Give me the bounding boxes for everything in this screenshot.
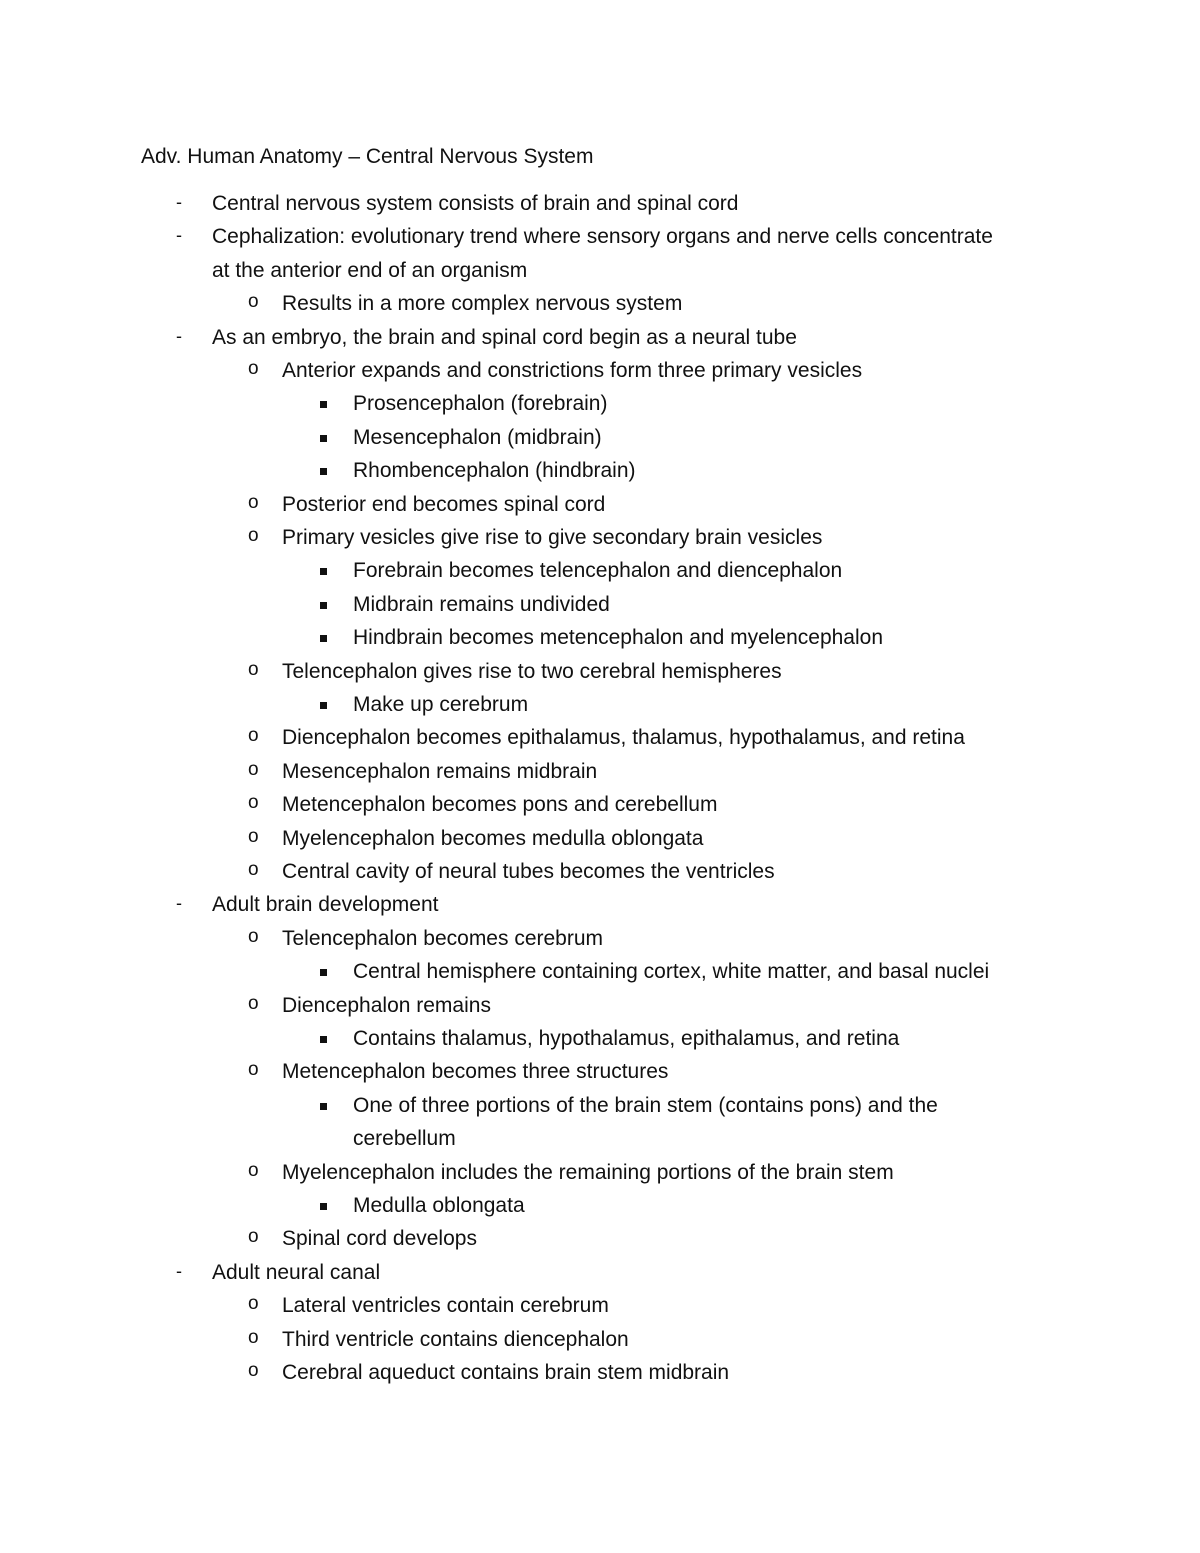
square-bullet-icon <box>320 602 327 609</box>
square-bullet-icon <box>320 635 327 642</box>
outline-item-level-2: Central cavity of neural tubes becomes the ventricles <box>282 860 775 883</box>
outline-item-continuation: cerebellum <box>353 1127 456 1151</box>
circle-bullet-icon: o <box>248 758 259 780</box>
circle-bullet-icon: o <box>248 658 259 680</box>
outline-item-level-1: Adult brain development <box>212 893 439 917</box>
outline-item-level-1: Adult neural canal <box>212 1260 381 1284</box>
circle-bullet-icon: o <box>248 358 259 379</box>
outline-item-level-2: Anterior expands and constrictions form three primary vesicles <box>282 359 863 382</box>
outline-item-level-2: Diencephalon remains <box>282 993 491 1017</box>
dash-bullet-icon: - <box>176 1260 182 1281</box>
outline-item-level-2: Lateral ventricles contain cerebrum <box>282 1294 609 1318</box>
circle-bullet-icon: o <box>248 1226 259 1248</box>
outline-item-level-3: Hindbrain becomes metencephalon and myelencephalon <box>353 626 884 650</box>
circle-bullet-icon: o <box>248 1293 259 1315</box>
square-bullet-icon <box>320 435 327 442</box>
outline-item-level-3: Mesencephalon (midbrain) <box>353 425 602 449</box>
outline-item-level-2: Cerebral aqueduct contains brain stem midbrain <box>282 1361 730 1384</box>
outline-item-level-2: Myelencephalon becomes medulla oblongata <box>282 826 704 850</box>
circle-bullet-icon: o <box>248 1159 259 1181</box>
outline-item-level-3: Contains thalamus, hypothalamus, epithalamus, and retina <box>353 1027 900 1050</box>
circle-bullet-icon: o <box>248 1360 259 1381</box>
outline-item-level-2: Metencephalon becomes three structures <box>282 1060 669 1084</box>
outline-item-level-2: Diencephalon becomes epithalamus, thalamus, hypothalamus, and retina <box>282 726 965 750</box>
square-bullet-icon <box>320 1203 327 1210</box>
circle-bullet-icon: o <box>248 859 259 880</box>
circle-bullet-icon: o <box>248 491 259 513</box>
outline-item-level-3: Central hemisphere containing cortex, white matter, and basal nuclei <box>353 960 990 984</box>
outline-item-continuation: at the anterior end of an organism <box>212 258 528 282</box>
circle-bullet-icon: o <box>248 1326 259 1348</box>
outline-item-level-2: Third ventricle contains diencephalon <box>282 1327 629 1351</box>
dash-bullet-icon: - <box>176 325 182 346</box>
circle-bullet-icon: o <box>248 792 259 814</box>
outline-item-level-2: Telencephalon becomes cerebrum <box>282 926 604 950</box>
outline-item-level-2: Posterior end becomes spinal cord <box>282 492 606 516</box>
outline-item-level-1: Central nervous system consists of brain and spinal cord <box>212 192 739 215</box>
circle-bullet-icon: o <box>248 725 259 747</box>
outline-item-level-3: Medulla oblongata <box>353 1194 525 1217</box>
outline-item-level-2: Myelencephalon includes the remaining portions of the brain stem <box>282 1160 894 1184</box>
outline-item-level-3: Prosencephalon (forebrain) <box>353 392 608 416</box>
outline-item-level-3: One of three portions of the brain stem (contains pons) and the <box>353 1093 938 1117</box>
outline-item-level-3: Midbrain remains undivided <box>353 592 610 616</box>
square-bullet-icon <box>320 568 327 575</box>
outline-item-level-2: Results in a more complex nervous system <box>282 292 683 316</box>
square-bullet-icon <box>320 468 327 475</box>
outline-item-level-1: Cephalization: evolutionary trend where sensory organs and nerve cells concentrate <box>212 225 993 249</box>
square-bullet-icon <box>320 1036 327 1043</box>
outline-item-level-2: Telencephalon gives rise to two cerebral hemispheres <box>282 659 782 683</box>
outline-item-level-1: As an embryo, the brain and spinal cord begin as a neural tube <box>212 325 797 349</box>
outline-item-level-3: Forebrain becomes telencephalon and diencephalon <box>353 559 843 583</box>
square-bullet-icon <box>320 969 327 976</box>
circle-bullet-icon: o <box>248 825 259 847</box>
square-bullet-icon <box>320 702 327 709</box>
outline-item-level-2: Metencephalon becomes pons and cerebellum <box>282 793 718 817</box>
outline-item-level-2: Mesencephalon remains midbrain <box>282 759 598 783</box>
circle-bullet-icon: o <box>248 291 259 313</box>
circle-bullet-icon: o <box>248 1059 259 1081</box>
circle-bullet-icon: o <box>248 525 259 546</box>
document-title: Adv. Human Anatomy – Central Nervous System <box>141 145 594 168</box>
dash-bullet-icon: - <box>176 192 182 212</box>
square-bullet-icon <box>320 401 327 408</box>
circle-bullet-icon: o <box>248 992 259 1014</box>
circle-bullet-icon: o <box>248 925 259 947</box>
square-bullet-icon <box>320 1103 327 1110</box>
dash-bullet-icon: - <box>176 893 182 914</box>
outline-item-level-3: Make up cerebrum <box>353 693 529 716</box>
outline-item-level-2: Spinal cord develops <box>282 1227 477 1251</box>
outline-item-level-2: Primary vesicles give rise to give secondary brain vesicles <box>282 526 823 549</box>
dash-bullet-icon: - <box>176 225 182 246</box>
outline-item-level-3: Rhombencephalon (hindbrain) <box>353 459 636 483</box>
